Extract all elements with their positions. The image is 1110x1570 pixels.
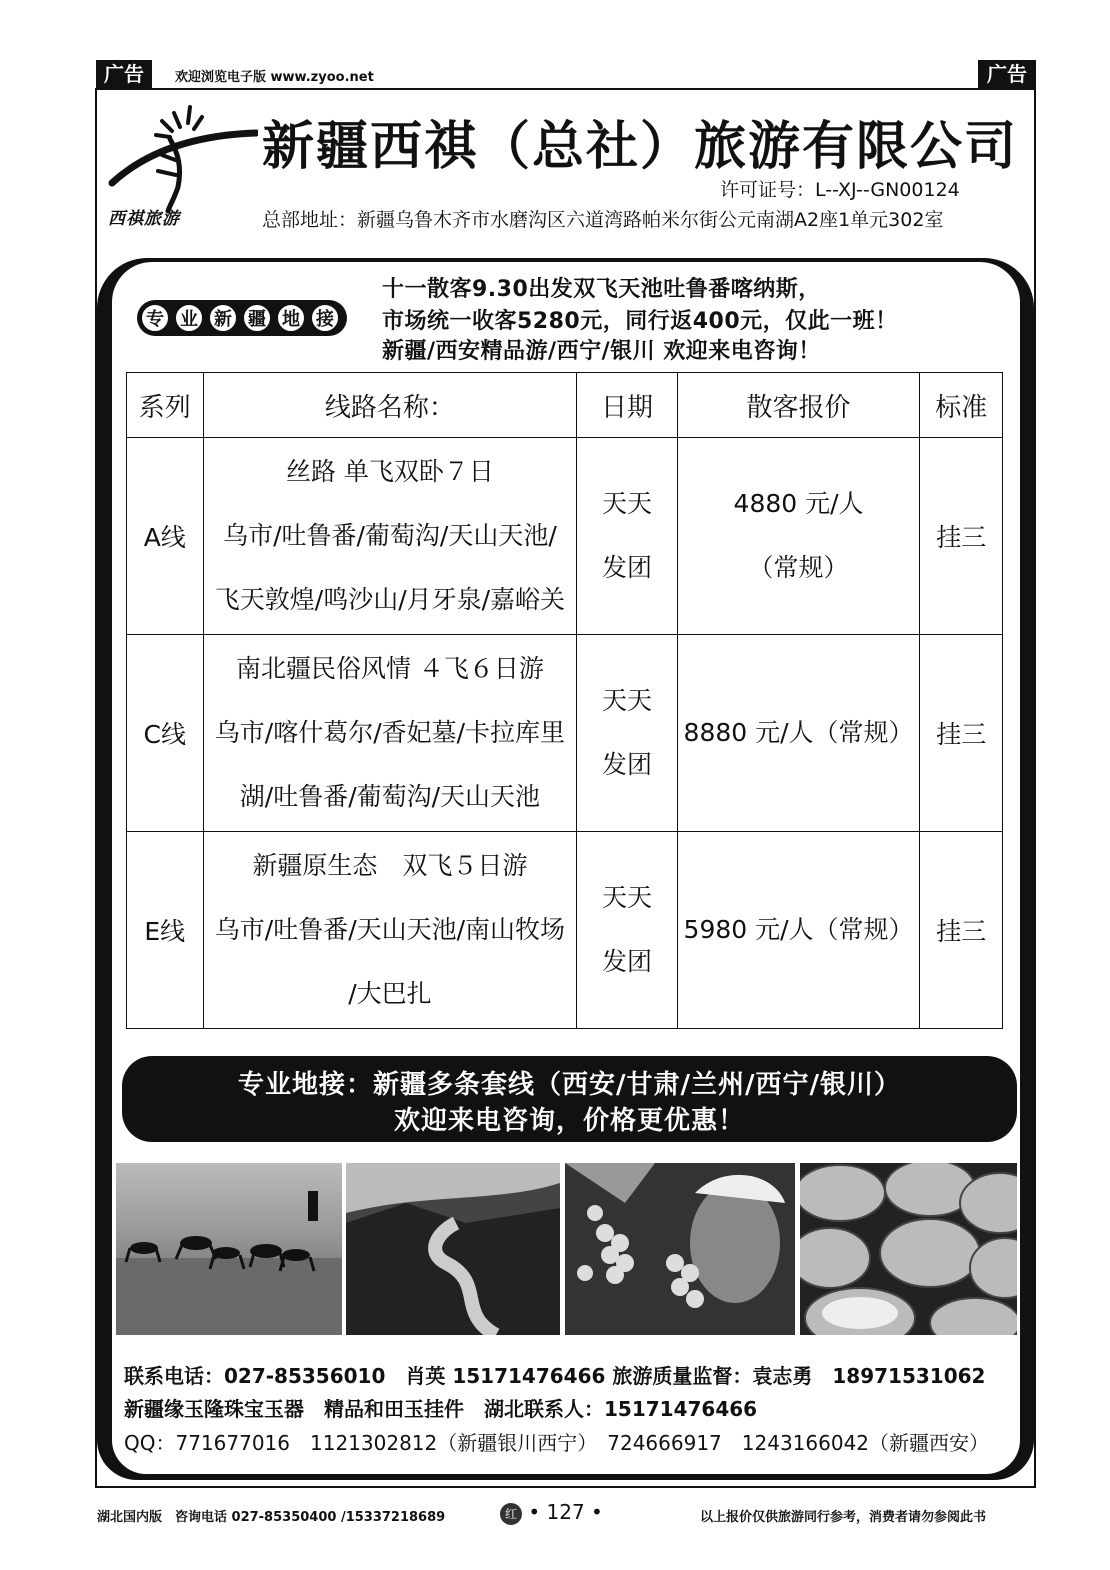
route-price-line: 5980 元/人（常规）: [683, 915, 914, 944]
header-series: 系列: [127, 373, 204, 438]
route-date: [577, 832, 677, 1029]
route-name-line: /大巴扎: [348, 979, 432, 1008]
page-number: [500, 1500, 603, 1525]
contact-qq-line: QQ：771677016 1121302812（新疆银川西宁） 724666917 1243166042（新疆西安）: [124, 1431, 990, 1455]
header-price: 散客报价: [677, 373, 920, 438]
badge-char: 疆: [242, 303, 272, 333]
badge-char: 地: [276, 303, 306, 333]
red-seal-icon: 红: [500, 1503, 522, 1525]
local-tour-badge: [137, 300, 347, 336]
header-standard: 标准: [920, 373, 1003, 438]
route-date-line: 天天: [601, 686, 652, 715]
route-name-line: 湖/吐鲁番/葡萄沟/天山天池: [239, 782, 541, 811]
route-name-line: 南北疆民俗风情 ４飞６日游: [235, 654, 544, 683]
route-standard: 挂三: [920, 832, 1003, 1029]
route-price-line: 4880 元/人: [733, 489, 864, 518]
license-number: 许可证号：L--XJ--GN00124: [720, 179, 960, 201]
route-series: E线: [127, 832, 204, 1029]
header-route-name: 线路名称：: [203, 373, 577, 438]
route-name-line: 乌市/吐鲁番/葡萄沟/天山天池/: [223, 521, 557, 550]
footer-disclaimer: 以上报价仅供旅游同行参考，消费者请勿参阅此书: [700, 1510, 987, 1525]
badge-char: 接: [310, 303, 340, 333]
horses-photo: [116, 1163, 342, 1335]
route-date-line: 天天: [601, 883, 652, 912]
company-address: 总部地址：新疆乌鲁木齐市水磨沟区六道湾路帕米尔街公元南湖A2座1单元302室: [262, 209, 944, 231]
route-standard: 挂三: [920, 438, 1003, 635]
melons-photo: [800, 1163, 1017, 1335]
route-name: [203, 635, 577, 832]
route-name-line: 新疆原生态 双飞５日游: [252, 851, 528, 880]
route-date-line: 发团: [601, 553, 652, 582]
route-name-line: 乌市/喀什葛尔/香妃墓/卡拉库里: [214, 718, 566, 747]
badge-char: 专: [140, 303, 170, 333]
route-date-line: 天天: [601, 489, 652, 518]
route-name: [203, 438, 577, 635]
route-name-line: 丝路 单飞双卧７日: [285, 457, 494, 486]
route-date: [577, 635, 677, 832]
route-price-line: （常规）: [748, 553, 849, 582]
contact-jade-line: 新疆缘玉隆珠宝玉器 精品和田玉挂件 湖北联系人：15171476466: [124, 1397, 758, 1421]
header-date: 日期: [577, 373, 677, 438]
route-date-line: 发团: [601, 750, 652, 779]
promo-line: 十一散客9.30出发双飞天池吐鲁番喀纳斯，: [382, 277, 821, 302]
welcome-text[interactable]: 欢迎浏览电子版 www.zyoo.net: [175, 70, 374, 85]
promo-line: 市场统一收客5280元，同行返400元，仅此一班！: [382, 309, 898, 334]
route-series: A线: [127, 438, 204, 635]
route-price-line: 8880 元/人（常规）: [683, 718, 914, 747]
route-name: [203, 832, 577, 1029]
route-date-line: 发团: [601, 947, 652, 976]
table-header-row: [127, 373, 1003, 438]
route-price: [677, 832, 920, 1029]
table-row: [127, 635, 1003, 832]
route-name-line: 飞天敦煌/鸣沙山/月牙泉/嘉峪关: [214, 585, 566, 614]
river-valley-photo: [346, 1163, 560, 1335]
route-name-line: 乌市/吐鲁番/天山天池/南山牧场: [214, 915, 566, 944]
badge-char: 业: [174, 303, 204, 333]
route-date: [577, 438, 677, 635]
route-price: [677, 635, 920, 832]
table-row: [127, 438, 1003, 635]
route-price: [677, 438, 920, 635]
table-row: [127, 832, 1003, 1029]
footer-edition: 湖北国内版 咨询电话 027-85350400 /15337218689: [97, 1510, 446, 1525]
local-tour-banner: [122, 1056, 1017, 1142]
route-price-table: [126, 372, 1003, 1029]
contact-phone-line: 联系电话：027-85356010 肖英 15171476466 旅游质量监督：袁志勇 18971531062: [124, 1364, 986, 1388]
promo-line: 新疆/西安精品游/西宁/银川 欢迎来电咨询！: [382, 339, 821, 364]
badge-char: 新: [208, 303, 238, 333]
grape-farmer-photo: [565, 1163, 795, 1335]
banner-line: 欢迎来电咨询，价格更优惠！: [393, 1106, 745, 1136]
company-name: 新疆西祺（总社）旅游有限公司: [262, 117, 1019, 177]
ad-tag-left: 广告: [96, 60, 152, 88]
page-number-text: • 127 •: [528, 1500, 603, 1524]
ad-tag-right: 广告: [978, 60, 1036, 88]
banner-line: 专业地接：新疆多条套线（西安/甘肃/兰州/西宁/银川）: [238, 1070, 901, 1100]
logo-caption: 西祺旅游: [108, 209, 180, 229]
route-series: C线: [127, 635, 204, 832]
route-standard: 挂三: [920, 635, 1003, 832]
